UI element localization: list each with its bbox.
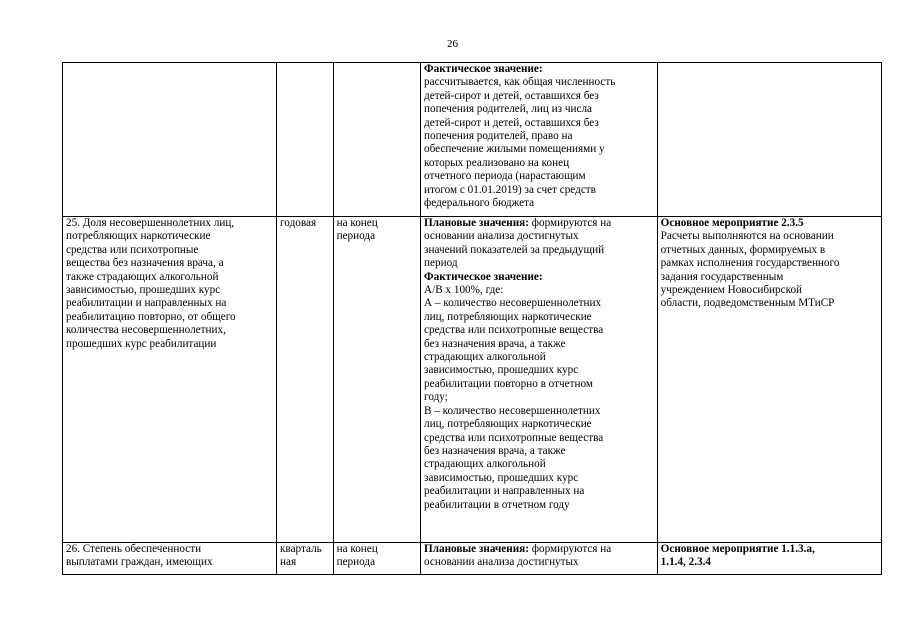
cell-line — [424, 445, 654, 458]
event-cell — [657, 217, 881, 543]
cell-line — [424, 391, 654, 404]
cell-text: реабилитации и направленных на — [424, 485, 585, 498]
cell-line — [661, 556, 878, 569]
cell-text: зависимостью, прошедших курс — [424, 364, 579, 377]
cell-line: периода — [336, 556, 376, 569]
cell-text: которых реализовано на конец — [424, 156, 570, 169]
timing-cell — [333, 217, 420, 543]
cell-text: учреждением Новосибирской — [660, 284, 803, 297]
cell-line: реабилитации и направленных на — [66, 297, 227, 310]
cell-line — [661, 543, 878, 556]
cell-line — [661, 297, 878, 310]
bold-text: Фактическое значение: — [424, 63, 543, 75]
cell-text: формируются на — [528, 543, 612, 555]
cell-line — [424, 130, 654, 143]
cell-text: детей-сирот и детей, оставшихся без — [424, 89, 599, 102]
cell-line — [424, 184, 654, 197]
cell-line: количества несовершеннолетних, — [66, 324, 226, 337]
cell-text: итогом с 01.01.2019) за счет средств — [424, 183, 596, 196]
cell-line — [424, 76, 654, 89]
cell-line — [424, 257, 654, 270]
cell-line — [661, 217, 878, 230]
cell-text: федерального бюджета — [424, 197, 535, 210]
cell-text: рассчитывается, как общая численность — [424, 76, 616, 89]
cell-line — [424, 297, 654, 310]
periodicity-cell — [277, 217, 334, 543]
cell-line: прошедших курс реабилитации — [66, 337, 217, 350]
cell-text: без назначения врача, а также — [424, 444, 566, 457]
cell-text: области, подведомственным МТиСР — [660, 297, 835, 310]
cell-line: зависимостью, прошедших курс — [66, 284, 221, 297]
indicator-cell — [63, 217, 277, 543]
periodicity-cell — [277, 543, 334, 575]
cell-line — [424, 418, 654, 431]
cell-line — [424, 217, 654, 230]
cell-line: потребляющих наркотические — [66, 230, 211, 243]
cell-text: основании анализа достигнутых — [424, 556, 579, 569]
cell-text: В – количество несовершеннолетних — [424, 404, 601, 417]
bold-text: Плановые значения: — [424, 217, 529, 229]
periodicity-cell — [277, 63, 334, 217]
cell-line — [424, 324, 654, 337]
bold-text: Фактическое значение: — [424, 270, 543, 283]
cell-line — [424, 378, 654, 391]
cell-text: значений показателей за предыдущий — [424, 243, 605, 256]
cell-line — [424, 485, 654, 498]
cell-line: средства или психотропные — [66, 243, 199, 256]
cell-text: страдающих алкогольной — [424, 351, 546, 364]
bold-text: 1.1.4, 2.3.4 — [660, 556, 712, 569]
cell-line: вещества без назначения врача, а — [66, 257, 224, 270]
cell-line — [424, 432, 654, 445]
cell-line: выплатами граждан, имеющих — [66, 556, 213, 569]
cell-text: попечения родителей, лиц из числа — [424, 103, 593, 116]
cell-text: А – количество несовершеннолетних — [424, 297, 602, 310]
bold-text: Основное мероприятие 1.1.3.а, — [660, 543, 815, 555]
cell-line — [424, 157, 654, 170]
event-cell — [657, 63, 881, 217]
indicator-cell — [63, 543, 277, 575]
cell-line: годовая — [280, 217, 317, 229]
cell-line — [424, 103, 654, 116]
cell-line: периода — [336, 230, 376, 243]
cell-line — [424, 117, 654, 130]
cell-line: также страдающих алкогольной — [66, 270, 219, 283]
timing-cell — [333, 63, 420, 217]
cell-line — [424, 63, 654, 76]
indicators-table — [62, 62, 882, 575]
method-cell — [421, 217, 658, 543]
cell-line — [424, 405, 654, 418]
table-row — [63, 217, 882, 543]
cell-text: лиц, потребляющих наркотические — [424, 418, 592, 431]
cell-line — [424, 556, 654, 569]
cell-line — [424, 197, 654, 210]
page-number: 26 — [447, 38, 458, 50]
cell-text: без назначения врача, а также — [424, 337, 566, 350]
cell-line — [424, 170, 654, 183]
cell-line — [424, 364, 654, 377]
cell-line — [424, 351, 654, 364]
cell-text: Расчеты выполняются на основании — [660, 230, 834, 243]
cell-line — [661, 257, 878, 270]
cell-line — [424, 458, 654, 471]
cell-text: страдающих алкогольной — [424, 458, 546, 471]
cell-line: на конец — [336, 543, 378, 555]
cell-line — [424, 271, 654, 284]
method-cell — [421, 63, 658, 217]
table-row — [63, 543, 882, 575]
cell-line: 26. Степень обеспеченности — [66, 543, 202, 555]
event-cell — [657, 543, 881, 575]
cell-text: период — [424, 257, 458, 270]
cell-line: ная — [280, 556, 297, 569]
cell-text: лиц, потребляющих наркотические — [424, 310, 592, 323]
cell-line — [424, 90, 654, 103]
table-row — [63, 63, 882, 217]
method-cell — [421, 543, 658, 575]
cell-line — [424, 143, 654, 156]
cell-text: реабилитации в отчетном году — [424, 498, 570, 511]
bold-text: Плановые значения: — [424, 543, 529, 555]
cell-text: средства или психотропные вещества — [424, 324, 604, 337]
cell-line: на конец — [336, 217, 378, 229]
cell-text: реабилитации повторно в отчетном — [424, 377, 593, 390]
cell-text: году; — [424, 391, 448, 404]
cell-text: А/В х 100%, где: — [424, 284, 504, 297]
cell-text: детей-сирот и детей, оставшихся без — [424, 116, 599, 129]
cell-text: зависимостью, прошедших курс — [424, 471, 579, 484]
cell-line — [661, 244, 878, 257]
cell-text: основании анализа достигнутых — [424, 230, 579, 243]
cell-line: реабилитацию повторно, от общего — [66, 310, 236, 323]
cell-line — [661, 230, 878, 243]
cell-line — [661, 271, 878, 284]
cell-line — [424, 338, 654, 351]
cell-text: средства или психотропные вещества — [424, 431, 604, 444]
cell-text: попечения родителей, право на — [424, 130, 573, 143]
cell-line — [424, 311, 654, 324]
cell-text: отчетного периода (нарастающим — [424, 170, 586, 183]
bold-text: Основное мероприятие 2.3.5 — [660, 217, 804, 229]
cell-line — [424, 284, 654, 297]
timing-cell — [333, 543, 420, 575]
cell-line — [424, 543, 654, 556]
cell-line: 25. Доля несовершеннолетних лиц, — [66, 217, 235, 229]
cell-text: отчетных данных, формируемых в — [660, 243, 826, 256]
cell-line — [424, 244, 654, 257]
cell-line — [424, 472, 654, 485]
cell-line: кварталь — [280, 543, 322, 555]
cell-text: рамках исполнения государственного — [660, 257, 840, 270]
indicator-cell — [63, 63, 277, 217]
cell-line — [661, 284, 878, 297]
cell-text: обеспечение жилыми помещениями у — [424, 143, 605, 156]
cell-text: формируются на — [528, 217, 612, 229]
cell-line — [424, 499, 654, 512]
cell-line — [424, 230, 654, 243]
cell-text: задания государственным — [660, 270, 784, 283]
